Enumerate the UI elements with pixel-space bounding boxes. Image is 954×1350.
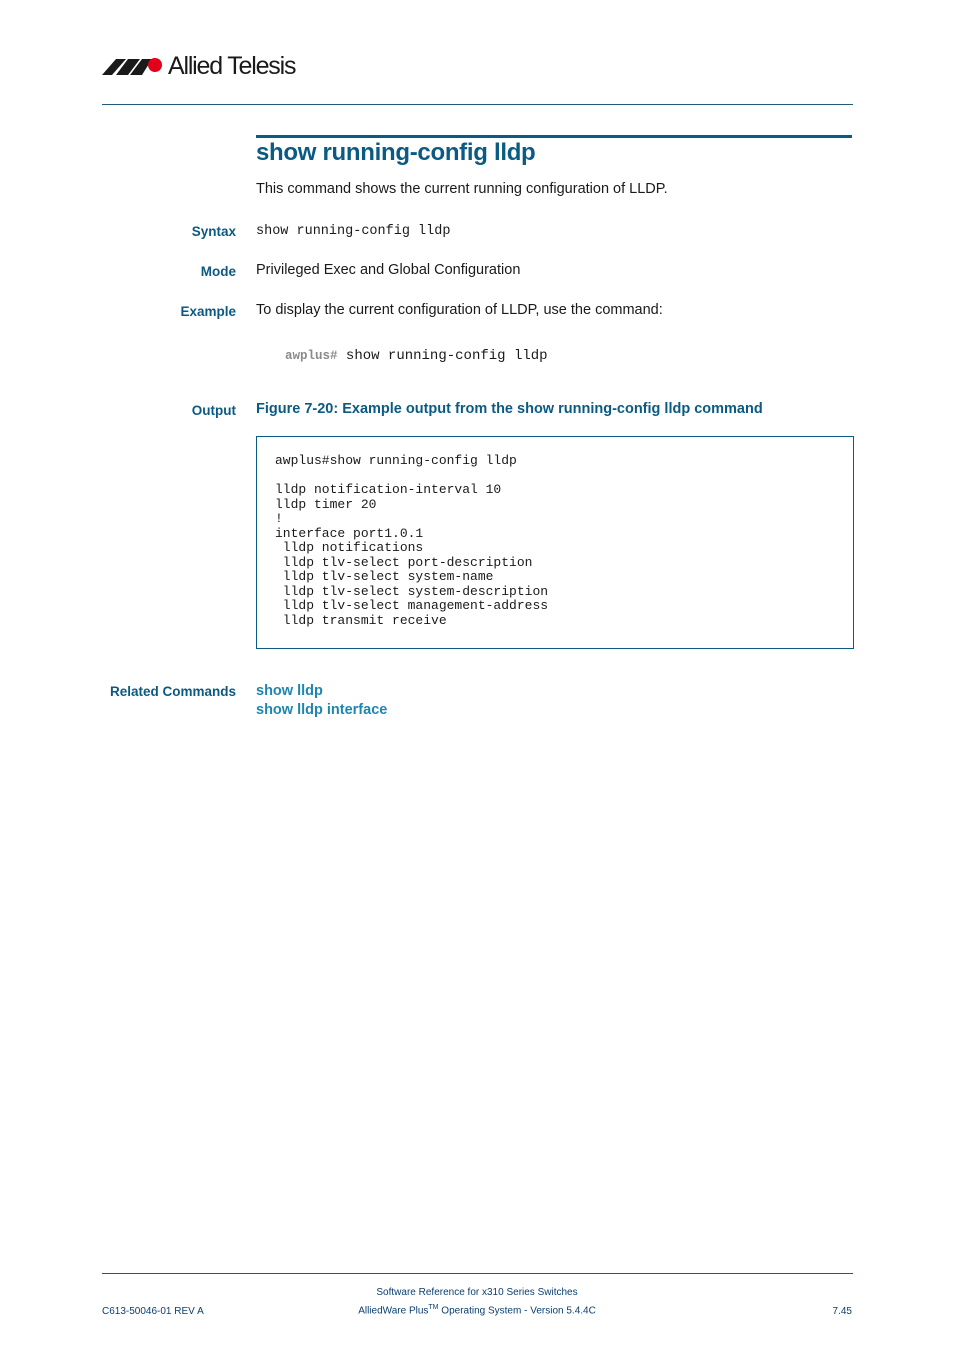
footer-version: Operating System - Version 5.4.4C <box>438 1305 596 1317</box>
syntax-value: show running-config lldp <box>256 224 451 239</box>
footer-title: Software Reference for x310 Series Switches <box>376 1287 578 1298</box>
logo-mark-icon <box>102 55 164 77</box>
related-link-show-lldp-interface[interactable]: show lldp interface <box>256 702 388 718</box>
output-box <box>256 436 854 649</box>
footer-divider <box>102 1273 853 1274</box>
related-link-show-lldp[interactable]: show lldp <box>256 683 323 699</box>
output-text: awplus#show running-config lldp lldp notification-interval 10 lldp timer 20 ! interface port1.0.1 lldp notifications lldp tlv-select port-description lldp tlv-select system-name lldp tlv-select system-description lldp tlv-select management-address lldp transmit receive <box>275 453 549 628</box>
mode-label: Mode <box>200 264 236 279</box>
example-text: To display the current configuration of LLDP, use the command: <box>256 302 663 318</box>
logo-text: Allied Telesis <box>168 51 296 80</box>
syntax-label: Syntax <box>191 224 236 239</box>
command-description: This command shows the current running configuration of LLDP. <box>256 181 668 197</box>
related-commands-list <box>256 682 387 720</box>
example-label: Example <box>180 304 236 319</box>
page-title: show running-config lldp <box>256 139 536 166</box>
header-divider <box>102 104 853 105</box>
example-command-line <box>285 348 548 364</box>
footer-page-number: 7.45 <box>832 1306 852 1317</box>
footer-trademark: TM <box>428 1304 439 1311</box>
allied-telesis-logo <box>102 52 295 80</box>
example-prompt: awplus# <box>285 349 338 363</box>
example-command: show running-config lldp <box>345 348 548 364</box>
title-rule <box>256 135 852 138</box>
figure-caption: Figure 7-20: Example output from the show running-config lldp command <box>256 401 763 417</box>
mode-value: Privileged Exec and Global Configuration <box>256 262 521 278</box>
footer-doc-id: C613-50046-01 REV A <box>102 1306 204 1317</box>
output-label: Output <box>191 403 236 418</box>
related-commands-label: Related Commands <box>109 684 236 699</box>
footer-product-name: AlliedWare Plus <box>358 1305 429 1317</box>
